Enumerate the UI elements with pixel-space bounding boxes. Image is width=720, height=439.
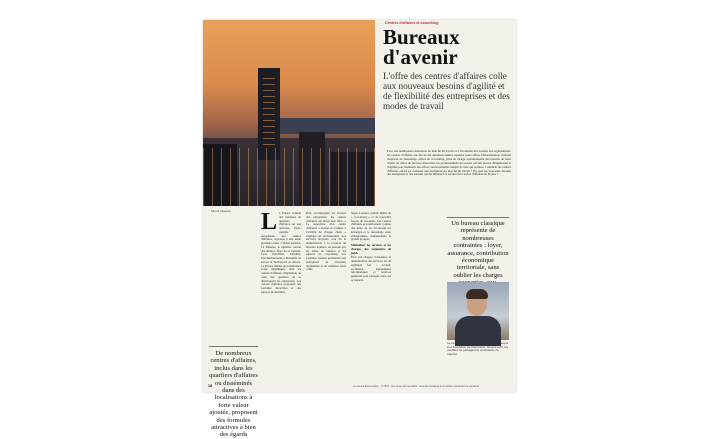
tower-windows [263, 78, 275, 148]
city-lights [203, 148, 375, 206]
portrait-caption: Le centre d'affaires correspond à l'état d'esprit et à l'évolution de l'économie. Depuis avril, les modèles se partagent la croissance du marché. [447, 341, 509, 357]
headline-line-1: Bureaux [383, 25, 460, 49]
portrait-hair [466, 289, 488, 299]
body-column-3b-text: Face aux charges croissantes, la mutualisation des services est un argument fort : accueil, secrétariat, équipements informatiques et services généraux sont partagés entre les occupants. [351, 255, 391, 282]
pull-quote-right-rule [447, 217, 509, 218]
body-column-1 [261, 209, 301, 295]
section-rubric: Centres d'affaires et coworking [385, 21, 439, 25]
byline: Muriel Vasseur [211, 209, 231, 213]
portrait-photo [447, 282, 509, 340]
body-column-3-text: Super Connect, parlent même de « coworking » et de nouvelles façons de travailler. Les centres d'affaires se positionnent comme des lieux de vie favorisant les échanges et le réseautage entre entrepreneurs, indépendants et grands groupes. [351, 211, 391, 242]
headline-line-2: d'avenir [383, 45, 458, 69]
pull-quote-left-rule [209, 346, 258, 347]
deck-subtitle: L'offre des centres d'affaires colle aux nouveaux besoins d'agilité et de flexibilité des entreprises et des modes de travail [383, 71, 510, 111]
drop-cap: L [261, 209, 278, 235]
body-column-3 [351, 212, 391, 283]
body-column-2: Pour accompagner les besoins des entreprises, les centres d'affaires ont élargi leur offre. « La superficie d'un centre d'affaires a évolué et s'adapte à l'activité de chaque client » explique un professionnel. Les services proposés vont de la domiciliation à la location de bureaux équipés, en passant par les salles de réunion et les espaces de coworking. Ces formules souples permettent aux entreprises de s'installer rapidement et de maîtriser leurs coûts. [306, 211, 346, 272]
headline [383, 27, 513, 67]
page-number: 18 [208, 384, 212, 388]
pull-quote-left: De nombreux centres d'affaires, inclus dans les quartiers d'affaires ou disséminés dans des localisations à forte valeur ajoutée, proposent des formules attractives à bien des égards [209, 350, 258, 439]
magazine-page [203, 20, 516, 439]
body-column-1-text: a France compte des centaines de quartiers d'affaires sur son territoire. Paris, capitale européenne des centres d'affaires, regroupe à elle seule plusieurs pôles : l'Ouest parisien, La Défense, le Quartier central des affaires. Hors de la capitale, Lyon Part-Dieu, Euralille, Euroméditerranée à Marseille ou encore la Technopole en Alsace. La France affiche de nombreuses zones dynamiques dont les centres d'affaires s'implantent au cœur des quartiers où se développent les entreprises. Les centres d'affaires proposent des formules attractives et des espaces modulables. [261, 211, 301, 294]
sub-heading: Mutualiser les services et les charges, des arguments de poids [351, 243, 391, 255]
footer-text: Le nouvel Economiste - n°1816 - Du 13 au 19 mai 2016 - Journal d'analyse & d'opinion paraissant le vendredi [353, 385, 479, 388]
city-skyline-photo [203, 20, 375, 206]
intro-paragraph: Face aux nombreuses mutations du marché du travail et à l'évolution des besoins des organisations, les centres d'affaires ont dû ces dix dernières années repenser leurs offres. Délocalisation, création d'espaces de réseautage, offres de coworking, prise en charge opérationnelle des besoins de leurs clients ou offres de services innovants, les professionnels du secteur ont fait preuve d'ingéniosité et d'agilité pour maintenir des offres concurrentielles malgré la crise qui perdure. Comment les centres d'affaires ont-ils pu s'adapter aux évolutions du marché du travail ? En quoi les nouveaux besoins des entreprises et des salariés ont-ils influencé le secteur des centres d'affaires en France ? [387, 149, 511, 177]
pull-quote-right: Un bureau classique représente de nombreuses contraintes : loyer, assurance, contribution économique territoriale, sans oublier les charges [447, 220, 509, 279]
